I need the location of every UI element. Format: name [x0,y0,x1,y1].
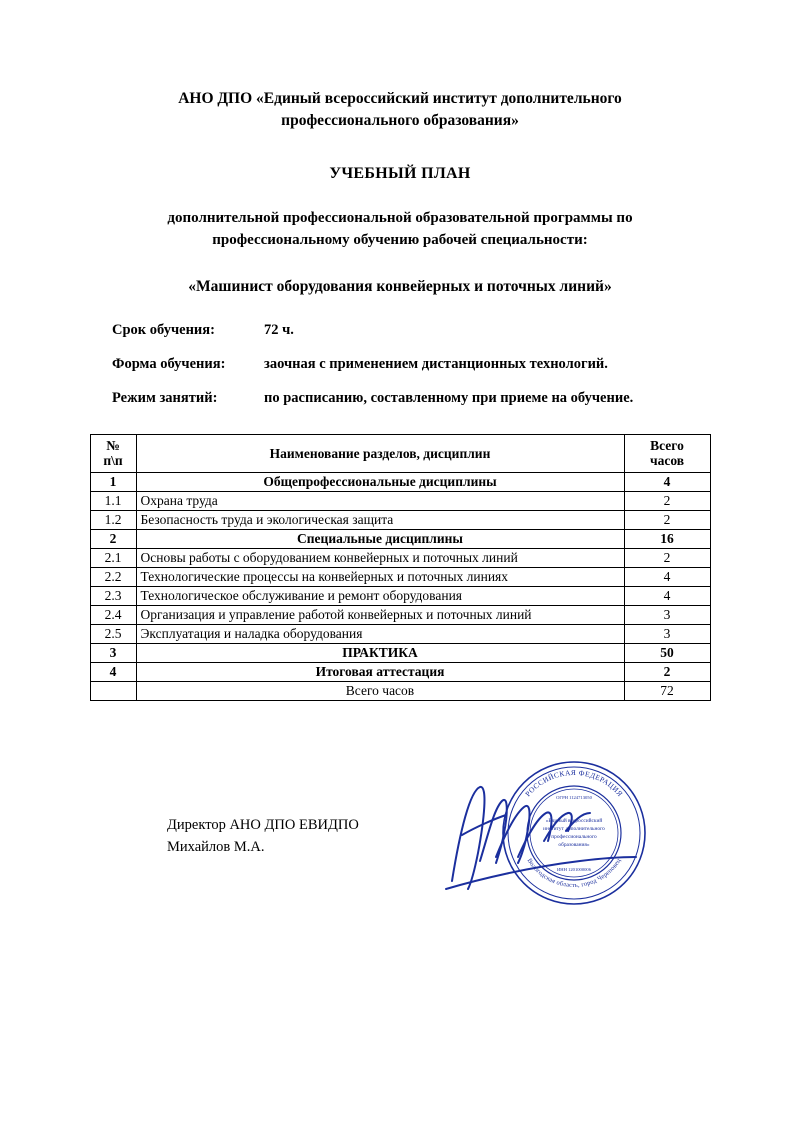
column-header-hours [624,434,710,472]
stamp-inn: ИНН 1201000006 [556,866,592,872]
table-header-row [90,434,710,472]
stamp-ogrn: ОГРН 1124713050 [556,794,592,800]
table-row [90,681,710,700]
page-title: УЧЕБНЫЙ ПЛАН [329,164,471,182]
program-description [90,207,710,252]
row-discipline-name: Охрана труда [136,491,624,510]
row-hours: 2 [624,510,710,529]
row-number: 1.1 [90,491,136,510]
official-stamp [500,759,648,907]
info-label-duration: Срок обучения: [112,321,215,338]
stamp-outer-bottom-text: Вологодская область, город Череповец [525,857,623,889]
table-row [90,605,710,624]
row-hours: 4 [624,567,710,586]
row-number: 1.2 [90,510,136,529]
table-row [90,567,710,586]
row-hours: 4 [624,586,710,605]
column-header-name: Наименование разделов, дисциплин [136,434,624,472]
row-hours: 4 [624,472,710,491]
info-value-form: заочная с применением дистанционных технологий. [264,355,608,372]
info-row-schedule [112,390,728,407]
info-value-schedule: по расписанию, составленному при приеме на обучение. [264,389,634,406]
row-number: 2.3 [90,586,136,605]
table-row [90,624,710,643]
signatory-block [167,815,359,859]
row-number [90,681,136,700]
organization-title-line2: профессионального образования» [281,112,519,130]
table-row [90,643,710,662]
row-number: 3 [90,643,136,662]
row-discipline-name: ПРАКТИКА [136,643,624,662]
row-hours: 16 [624,529,710,548]
row-hours: 72 [624,681,710,700]
column-header-number-line2: п\п [103,453,123,469]
info-label-schedule: Режим занятий: [112,389,218,406]
row-discipline-name: Технологические процессы на конвейерных и поточных линиях [136,567,624,586]
row-hours: 2 [624,548,710,567]
row-number: 4 [90,662,136,681]
column-header-number [90,434,136,472]
table-row [90,662,710,681]
svg-text:Вологодская область, город Чер [526,857,623,889]
stamp-inner-line2: институт дополнительного [543,825,605,832]
signature-area [72,759,728,919]
table-row [90,491,710,510]
svg-text:РОССИЙСКАЯ ФЕДЕРАЦИЯ [523,768,625,798]
column-header-hours-line1: Всего [650,437,684,453]
column-header-hours-line2: часов [649,453,685,469]
row-hours: 2 [624,662,710,681]
row-hours: 50 [624,643,710,662]
table-body [90,472,710,700]
organization-title [100,88,700,133]
info-label-form: Форма обучения: [112,355,226,372]
program-description-line1: дополнительной профессиональной образовательной программы по [167,209,633,226]
curriculum-table [90,434,711,701]
row-discipline-name: Организация и управление работой конвейерных и поточных линий [136,605,624,624]
row-discipline-name: Всего часов [136,681,624,700]
row-number: 2.5 [90,624,136,643]
table-row [90,529,710,548]
signatory-name: Михайлов М.А. [167,838,265,855]
organization-title-line1: АНО ДПО «Единый всероссийский институт дополнительного [178,90,622,107]
stamp-outer-top-text: РОССИЙСКАЯ ФЕДЕРАЦИЯ [523,767,625,799]
stamp-inner-line3: профессионального [551,833,597,840]
table-header [90,434,710,472]
row-hours: 2 [624,491,710,510]
signatory-position: Директор АНО ДПО ЕВИДПО [167,816,359,833]
stamp-inner-line1: «Единый всероссийский [545,817,603,824]
info-row-form [112,356,728,373]
row-discipline-name: Итоговая аттестация [136,662,624,681]
program-description-line2: профессиональному обучению рабочей специальности: [212,232,588,249]
row-number: 2 [90,529,136,548]
row-discipline-name: Эксплуатация и наладка оборудования [136,624,624,643]
table-row [90,472,710,491]
row-number: 1 [90,472,136,491]
row-number: 2.4 [90,605,136,624]
row-discipline-name: Основы работы с оборудованием конвейерных и поточных линий [136,548,624,567]
info-row-duration [112,322,728,339]
row-discipline-name: Безопасность труда и экологическая защита [136,510,624,529]
table-row [90,510,710,529]
row-discipline-name: Технологическое обслуживание и ремонт оборудования [136,586,624,605]
row-discipline-name: Специальные дисциплины [136,529,624,548]
info-value-duration: 72 ч. [264,321,294,338]
row-number: 2.1 [90,548,136,567]
program-name: «Машинист оборудования конвейерных и поточных линий» [188,277,612,295]
row-number: 2.2 [90,567,136,586]
column-header-number-line1: № [106,437,120,453]
stamp-inner-line4: образования» [558,841,590,848]
row-hours: 3 [624,624,710,643]
row-hours: 3 [624,605,710,624]
course-info-block [72,322,728,407]
table-row [90,586,710,605]
row-discipline-name: Общепрофессиональные дисциплины [136,472,624,491]
table-row [90,548,710,567]
